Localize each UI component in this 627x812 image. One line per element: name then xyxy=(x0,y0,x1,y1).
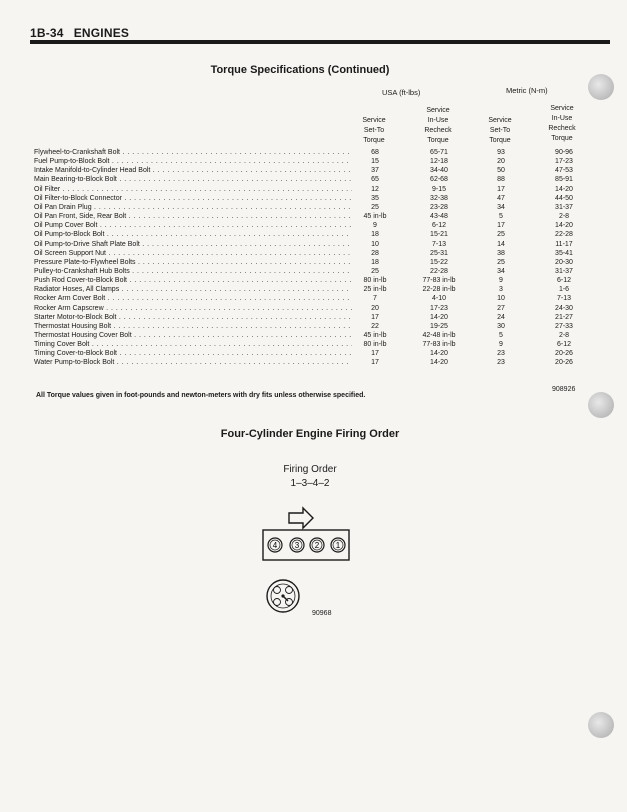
usa-recheck-value: 15-21 xyxy=(430,231,448,239)
usa-recheck-value: 34-40 xyxy=(430,167,448,175)
distributor-icon xyxy=(267,580,299,612)
metric-set-to-value: 3 xyxy=(499,286,503,294)
usa-set-to-value: 28 xyxy=(371,249,379,257)
metric-recheck-value: 31-37 xyxy=(555,203,573,211)
cylinder-2 xyxy=(310,538,324,552)
row-label: Thermostat Housing Cover Bolt . . . xyxy=(34,331,352,340)
metric-recheck-value: 2-8 xyxy=(558,332,570,339)
usa-set-to-value: 45 in-lb xyxy=(363,213,387,221)
table-row xyxy=(34,304,604,313)
firing-order-label: Firing Order xyxy=(283,464,337,475)
table-row xyxy=(34,230,604,239)
metric-set-to-value: 50 xyxy=(497,167,505,175)
table-row xyxy=(34,175,604,184)
row-label: Oil Filter-to-Block Connector . . . xyxy=(34,194,352,203)
row-label: Oil Pump Cover Bolt . . . xyxy=(34,221,352,230)
usa-recheck-value: 32-38 xyxy=(430,194,448,202)
metric-recheck-value: 7-13 xyxy=(556,295,571,303)
metric-set-to-value: 34 xyxy=(497,267,505,275)
metric-recheck-value: 35-41 xyxy=(555,249,573,257)
table-row xyxy=(34,212,604,221)
table-row xyxy=(34,221,604,230)
metric-set-to-value: 14 xyxy=(497,240,505,248)
table-row xyxy=(34,267,604,276)
metric-recheck-value: 2-8 xyxy=(558,213,570,221)
header-rule xyxy=(30,40,610,44)
svg-text:2: 2 xyxy=(314,541,320,550)
usa-recheck-value: 17-23 xyxy=(430,304,448,312)
usa-set-to-value: 45 in-lb xyxy=(363,332,387,339)
metric-set-to-value: 23 xyxy=(497,359,505,367)
usa-recheck-value: 6-12 xyxy=(431,222,446,230)
metric-recheck-value: 44-50 xyxy=(555,194,573,202)
usa-recheck-value: 23-28 xyxy=(430,203,448,211)
row-label: Push Rod Cover-to-Block Bolt . . . xyxy=(34,276,352,285)
table-row xyxy=(34,157,604,166)
unit-usa: USA (ft-lbs) xyxy=(382,88,421,97)
table-row xyxy=(34,285,604,294)
cylinder-4 xyxy=(268,538,282,552)
svg-text:1: 1 xyxy=(335,541,341,550)
metric-set-to-value: 25 xyxy=(497,231,505,239)
usa-recheck-value: 12-18 xyxy=(430,158,448,166)
metric-set-to-value: 25 xyxy=(497,258,505,266)
usa-set-to-value: 17 xyxy=(371,359,379,367)
row-label: Oil Pan Drain Plug . . . xyxy=(34,203,352,212)
metric-set-to-value: 38 xyxy=(497,249,505,257)
binder-hole-bottom xyxy=(588,712,614,738)
usa-set-to-value: 25 xyxy=(371,203,379,211)
cylinder-1 xyxy=(331,538,345,552)
metric-set-to-value: 30 xyxy=(497,322,505,330)
usa-recheck-value: 25-31 xyxy=(430,249,448,257)
table-row xyxy=(34,340,604,349)
metric-set-to-value: 9 xyxy=(499,277,503,285)
usa-set-to-value: 9 xyxy=(373,222,377,230)
metric-set-to-value: 9 xyxy=(499,341,503,349)
table-row xyxy=(34,276,604,285)
metric-recheck-value: 20-26 xyxy=(555,350,573,358)
usa-set-to-value: 18 xyxy=(371,258,379,266)
usa-recheck-value: 62-68 xyxy=(430,176,448,184)
column-header-metric-inuse: Service In-Use Recheck Torque xyxy=(548,105,576,142)
svg-text:4: 4 xyxy=(272,541,278,550)
table-row xyxy=(34,203,604,212)
unit-metric: Metric (N-m) xyxy=(506,86,548,95)
metric-set-to-value: 24 xyxy=(497,313,505,321)
torque-section-title: Torque Specifications (Continued) xyxy=(210,64,390,76)
row-label: Main Bearing-to-Block Bolt . . . xyxy=(34,175,352,184)
usa-recheck-value: 14-20 xyxy=(430,313,448,321)
row-label: Flywheel-to-Crankshaft Bolt . . . xyxy=(34,148,352,157)
usa-set-to-value: 80 in-lb xyxy=(363,341,387,349)
metric-set-to-value: 20 xyxy=(497,158,505,166)
usa-recheck-value: 65-71 xyxy=(430,149,448,156)
usa-set-to-value: 20 xyxy=(371,304,379,312)
usa-recheck-value: 14-20 xyxy=(430,359,448,367)
metric-recheck-value: 1-6 xyxy=(558,286,570,294)
row-label: Thermostat Housing Bolt . . . xyxy=(34,322,352,331)
table-row xyxy=(34,349,604,358)
metric-recheck-value: 14-20 xyxy=(555,185,573,193)
table-row xyxy=(34,148,604,157)
usa-set-to-value: 17 xyxy=(371,350,379,358)
cylinder-3 xyxy=(290,538,304,552)
metric-recheck-value: 27-33 xyxy=(555,322,573,330)
metric-recheck-value: 85-91 xyxy=(555,176,573,184)
metric-set-to-value: 88 xyxy=(497,176,505,184)
binder-hole-top xyxy=(588,74,614,100)
usa-recheck-value: 42-48 in-lb xyxy=(422,332,456,339)
usa-set-to-value: 35 xyxy=(371,194,379,202)
usa-set-to-value: 15 xyxy=(371,158,379,166)
table-row xyxy=(34,322,604,331)
row-label: Fuel Pump-to-Block Bolt . . . xyxy=(34,157,352,166)
metric-recheck-value: 14-20 xyxy=(555,222,573,230)
metric-recheck-value: 20-26 xyxy=(555,359,573,367)
usa-set-to-value: 17 xyxy=(371,313,379,321)
figure-code-firing: 90968 xyxy=(312,610,332,617)
metric-recheck-value: 6-12 xyxy=(556,277,571,285)
usa-set-to-value: 68 xyxy=(371,149,379,156)
svg-text:3: 3 xyxy=(294,541,300,550)
usa-recheck-value: 7-13 xyxy=(431,240,446,248)
row-label: Oil Filter . . . xyxy=(34,185,352,194)
usa-recheck-value: 4-10 xyxy=(431,295,446,303)
firing-section-title: Four-Cylinder Engine Firing Order xyxy=(220,428,400,440)
usa-recheck-value: 9-15 xyxy=(431,185,446,193)
usa-set-to-value: 80 in-lb xyxy=(363,277,387,285)
metric-set-to-value: 34 xyxy=(497,203,505,211)
usa-set-to-value: 65 xyxy=(371,176,379,184)
metric-set-to-value: 17 xyxy=(497,222,505,230)
usa-set-to-value: 25 xyxy=(371,267,379,275)
metric-recheck-value: 11-17 xyxy=(555,240,573,248)
metric-set-to-value: 10 xyxy=(497,295,505,303)
row-label: Starter Motor-to-Block Bolt . . . xyxy=(34,313,352,322)
firing-order-sequence: 1–3–4–2 xyxy=(290,478,330,489)
column-header-metric-service: Service Set-To Torque xyxy=(488,117,512,144)
figure-code-torque: 908926 xyxy=(552,386,576,393)
torque-footnote: All Torque values given in foot-pounds and newton-meters with dry fits unless otherwise specified. xyxy=(36,392,366,399)
metric-set-to-value: 5 xyxy=(499,213,503,221)
column-header-usa-inuse: Service In-Use Recheck Torque xyxy=(424,107,452,144)
usa-recheck-value: 15-22 xyxy=(430,258,448,266)
metric-recheck-value: 47-53 xyxy=(555,167,573,175)
column-header-usa-service: Service Set-To Torque xyxy=(362,117,386,144)
usa-recheck-value: 19-25 xyxy=(430,322,448,330)
row-label: Pressure Plate-to-Flywheel Bolts . . . xyxy=(34,258,352,267)
metric-recheck-value: 21-27 xyxy=(555,313,573,321)
row-label: Timing Cover-to-Block Bolt . . . xyxy=(34,349,352,358)
usa-recheck-value: 22-28 in-lb xyxy=(422,286,456,294)
row-label: Oil Screen Support Nut . . . xyxy=(34,249,352,258)
metric-recheck-value: 24-30 xyxy=(555,304,573,312)
page-code: 1B-34 xyxy=(30,26,64,40)
row-label: Radiator Hoses, All Clamps . . . xyxy=(34,285,352,294)
metric-recheck-value: 6-12 xyxy=(556,341,571,349)
usa-set-to-value: 7 xyxy=(373,295,377,303)
table-row xyxy=(34,294,604,303)
table-row xyxy=(34,166,604,175)
table-row xyxy=(34,240,604,249)
row-label: Intake Manifold-to-Cylinder Head Bolt . . . xyxy=(34,166,352,175)
usa-recheck-value: 22-28 xyxy=(430,267,448,275)
row-label: Timing Cover Bolt . . . xyxy=(34,340,352,349)
usa-recheck-value: 77-83 in-lb xyxy=(422,277,456,285)
row-label: Water Pump-to-Block Bolt . . . xyxy=(34,358,352,367)
table-row xyxy=(34,185,604,194)
binder-hole-middle xyxy=(588,392,614,418)
table-row xyxy=(34,313,604,322)
table-row xyxy=(34,358,604,367)
table-row xyxy=(34,249,604,258)
metric-recheck-value: 31-37 xyxy=(555,267,573,275)
page-section: ENGINES xyxy=(73,26,130,40)
usa-set-to-value: 18 xyxy=(371,231,379,239)
usa-recheck-value: 43-48 xyxy=(430,213,448,221)
metric-recheck-value: 17-23 xyxy=(555,158,573,166)
table-row xyxy=(34,194,604,203)
metric-set-to-value: 27 xyxy=(497,304,505,312)
metric-recheck-value: 22-28 xyxy=(555,231,573,239)
usa-recheck-value: 77-83 in-lb xyxy=(422,341,456,349)
usa-set-to-value: 22 xyxy=(371,322,379,330)
metric-recheck-value: 90-96 xyxy=(555,149,573,156)
row-label: Oil Pan Front, Side, Rear Bolt . . . xyxy=(34,212,352,221)
metric-set-to-value: 5 xyxy=(499,332,503,339)
row-label: Oil Pump-to-Drive Shaft Plate Bolt . . . xyxy=(34,240,352,249)
table-row xyxy=(34,258,604,267)
usa-set-to-value: 25 in-lb xyxy=(363,286,387,294)
usa-set-to-value: 12 xyxy=(371,185,379,193)
row-label: Rocker Arm Cover Bolt . . . xyxy=(34,294,352,303)
metric-set-to-value: 47 xyxy=(497,194,505,202)
row-label: Rocker Arm Capscrew . . . xyxy=(34,304,352,313)
metric-set-to-value: 23 xyxy=(497,350,505,358)
usa-recheck-value: 14-20 xyxy=(430,350,448,358)
usa-set-to-value: 10 xyxy=(371,240,379,248)
page-header xyxy=(30,26,129,40)
firing-order-diagram xyxy=(255,506,365,616)
table-row xyxy=(34,331,604,340)
row-label: Oil Pump-to-Block Bolt . . . xyxy=(34,230,352,239)
metric-set-to-value: 93 xyxy=(497,149,505,156)
usa-set-to-value: 37 xyxy=(371,167,379,175)
metric-recheck-value: 20-30 xyxy=(555,258,573,266)
front-arrow-icon xyxy=(289,508,313,528)
metric-set-to-value: 17 xyxy=(497,185,505,193)
row-label: Pulley-to-Crankshaft Hub Bolts . . . xyxy=(34,267,352,276)
